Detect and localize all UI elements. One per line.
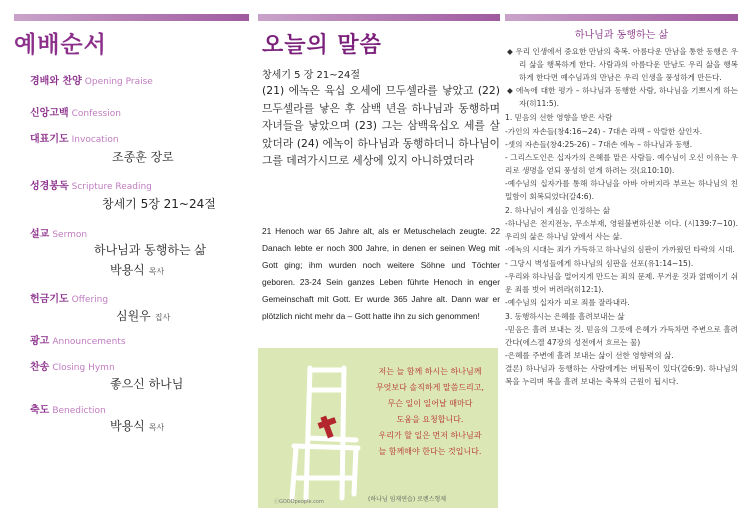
scripture-reference: 창세기 5장 21~24절	[102, 197, 216, 211]
note-line: -하나님은 전지전능, 무소부재, 영원불변하신분 이다. (시139:7~10). 우리의 삶은 하나님 앞에서 사는 삶.	[505, 219, 738, 242]
note-line: -우리와 하나님을 멀어지게 만드는 죄의 문제. 무거운 것과 얽매이기 쉬운 죄를 벗어 버려라(히12:1).	[505, 271, 738, 294]
order-item-ko: 경배와 찬양	[30, 76, 82, 87]
note-line: -예수님의 십자가를 통해 하나님을 아바 아버지라 부르는 하나님의 친밀함이 회복되었다(갈4:6).	[505, 178, 738, 202]
order-item-en: Scripture Reading	[71, 182, 152, 192]
note-line: - 그리스도인은 십자가의 은혜를 맡은 사람들. 예수님이 오신 이유는 우리로 생명을 얻되 풍성히 얻게 하려는 것(요10:10).	[505, 152, 738, 175]
quote-line: 무엇보다 솔직하게 말씀드리고,	[375, 383, 485, 392]
order-item-ko: 광고	[30, 336, 50, 347]
order-item-benediction	[30, 401, 165, 433]
order-item-praise	[30, 72, 153, 87]
order-item-en: Closing Hymn	[52, 363, 115, 373]
point-heading: 3. 동행하시는 은혜를 흘려보내는 삶	[505, 311, 625, 321]
benediction-role: 목사	[148, 423, 165, 432]
note-bullet: ◆ 에녹에 대한 평가 – 하나님과 동행한 사람, 하나님을 기쁘시게 하는 자(히11:5).	[507, 86, 738, 109]
order-item-en: Invocation	[71, 135, 119, 145]
worship-order-panel	[14, 26, 249, 433]
order-item-scripture	[30, 177, 216, 211]
quote-line: 저는 늘 함께 하시는 하나님께	[378, 367, 482, 376]
order-item-ko: 찬송	[30, 362, 50, 373]
note-text: 에녹에 대한 평가 – 하나님과 동행한 사람, 하나님을 기쁘시게 하는 자(히11:5).	[516, 86, 738, 109]
benediction-leader: 박용식	[110, 419, 145, 433]
point-heading: 1. 믿음의 선한 영향을 받은 사람	[505, 113, 613, 123]
order-item-ko: 성경봉독	[30, 181, 69, 192]
order-item-sermon	[30, 225, 206, 277]
order-item-ko: 축도	[30, 405, 50, 416]
note-line: -에녹의 시대는 죄가 가득하고 하나님의 심판이 가까웠던 타락의 시대.	[505, 245, 735, 255]
scripture-ref: 창세기 5 장 21~24절	[262, 70, 361, 81]
middle-top-bar	[258, 14, 500, 21]
order-item-en: Confession	[71, 109, 121, 119]
right-top-bar	[505, 14, 738, 21]
image-credit-url: ⓒGOODpeople.com	[274, 499, 324, 505]
sermon-notes-title: 하나님과 동행하는 삶	[574, 30, 669, 41]
quote-line: 무슨 일이 일어날 때마다	[387, 399, 473, 408]
order-item-invocation	[30, 130, 174, 164]
note-line: 결론) 하나님과 동행하는 사람에게는 버팀목이 있다(갈6:9). 하나님의 복을 누리며 복을 흘려 보내는 축복의 근원이 됩시다.	[505, 364, 738, 387]
order-item-en: Offering	[71, 295, 109, 305]
sermon-preacher: 박용식	[110, 263, 145, 277]
order-item-ko: 설교	[30, 229, 50, 240]
left-top-bar	[14, 14, 249, 21]
order-item-en: Sermon	[52, 230, 88, 240]
order-item-ko: 헌금기도	[30, 294, 69, 305]
order-item-offering	[30, 290, 171, 323]
note-line: -믿음은 흘려 보내는 것. 믿음의 그릇에 은혜가 가득차면 주변으로 흘려 간다(에스겔 47장의 성전에서 흐르는 물)	[505, 324, 738, 348]
quote-text	[366, 364, 494, 460]
preacher-role: 목사	[148, 267, 165, 276]
chair-illustration	[258, 348, 498, 508]
note-line: -은혜를 주변에 흘려 보내는 삶이 선한 영향력의 삶.	[505, 351, 674, 361]
order-item-confession	[30, 104, 121, 119]
order-item-ko: 신앙고백	[30, 108, 69, 119]
worship-order-title: 예배순서	[14, 32, 107, 58]
offering-leader: 심원우	[116, 309, 151, 323]
note-line: -가인의 자손들(창4:16~24) - 7대손 라멕 – 악랄한 살인자.	[505, 126, 703, 136]
order-item-hymn	[30, 358, 184, 391]
note-line: -예수님의 십자가 피로 죄를 잘라내라.	[505, 297, 630, 307]
quote-line: 우리가 할 일은 먼저 하나님과	[378, 431, 482, 440]
quote-line: 도움을 요청합니다.	[396, 415, 464, 424]
todays-word-title: 오늘의 말씀	[262, 33, 382, 58]
quote-caption: (하나님 임재연습) 로렌스형제	[368, 496, 447, 503]
point-heading: 2. 하나님이 계심을 인정하는 삶	[505, 206, 610, 216]
quote-line: 늘 함께해야 한다는 것입니다.	[378, 447, 482, 456]
note-bullet: ◆ 우리 인생에서 중요한 만남의 축복. 아름다운 만남을 통한 동행은 우리 삶을 행복하게 한다. 사람과의 아름다운 만남도 우리 삶을 행복하게 한다면 예수님과의 만남은 우리 인생을 풍성하게 만든다.	[507, 47, 738, 83]
scripture-german: 21 Henoch war 65 Jahre alt, als er Metuschelach zeugte. 22 Danach lebte er noch 300 Jahre, in denen er seinen Weg mit Gott ging; ihm wurden noch weitere Söhne und Töchter geboren. 23-24 Sein ganzes Leben führte Henoch in enger Gemeinschaft mit Gott. Er wurde 365 Jahre alt. Dann war er plötzlich nicht mehr da – Gott hatte ihn zu sich genommen!	[262, 226, 500, 321]
note-line: -셋의 자손들(창4:25-26) – 7대손 에녹 – 하나님과 동행.	[505, 139, 693, 149]
order-item-en: Benediction	[52, 406, 106, 416]
order-item-announcements	[30, 332, 126, 347]
order-item-en: Opening Praise	[84, 77, 153, 87]
order-item-en: Announcements	[52, 337, 126, 347]
hymn-title: 좋으신 하나님	[110, 377, 184, 391]
note-line: - 그당시 벽성들에게 하나님의 심판을 선포(유1:14~15).	[505, 258, 694, 268]
note-text: 우리 인생에서 중요한 만남의 축복. 아름다운 만남을 통한 동행은 우리 삶을 행복하게 한다. 사람과의 아름다운 만남도 우리 삶을 행복하게 한다면 예수님과의 만남은 우리 인생을 풍성하게 만든다.	[515, 47, 738, 83]
order-item-ko: 대표기도	[30, 134, 69, 145]
offering-role: 집사	[154, 313, 171, 322]
scripture-korean: (21) 에녹은 육십 오세에 므두셀라를 낳았고 (22) 므두셀라를 낳은 후 삼백 년을 하나님과 동행하며 자녀들을 낳았으며 (23) 그는 삼백육십오 세를 살았더라 (24) 에녹이 하나님과 동행하더니 하나님이 그를 데려가시므로 세상에 있지 아니하였더라	[262, 84, 500, 167]
invocation-leader: 조종훈 장로	[112, 150, 174, 164]
cross-icon	[318, 416, 337, 439]
sermon-title: 하나님과 동행하는 삶	[94, 243, 206, 257]
